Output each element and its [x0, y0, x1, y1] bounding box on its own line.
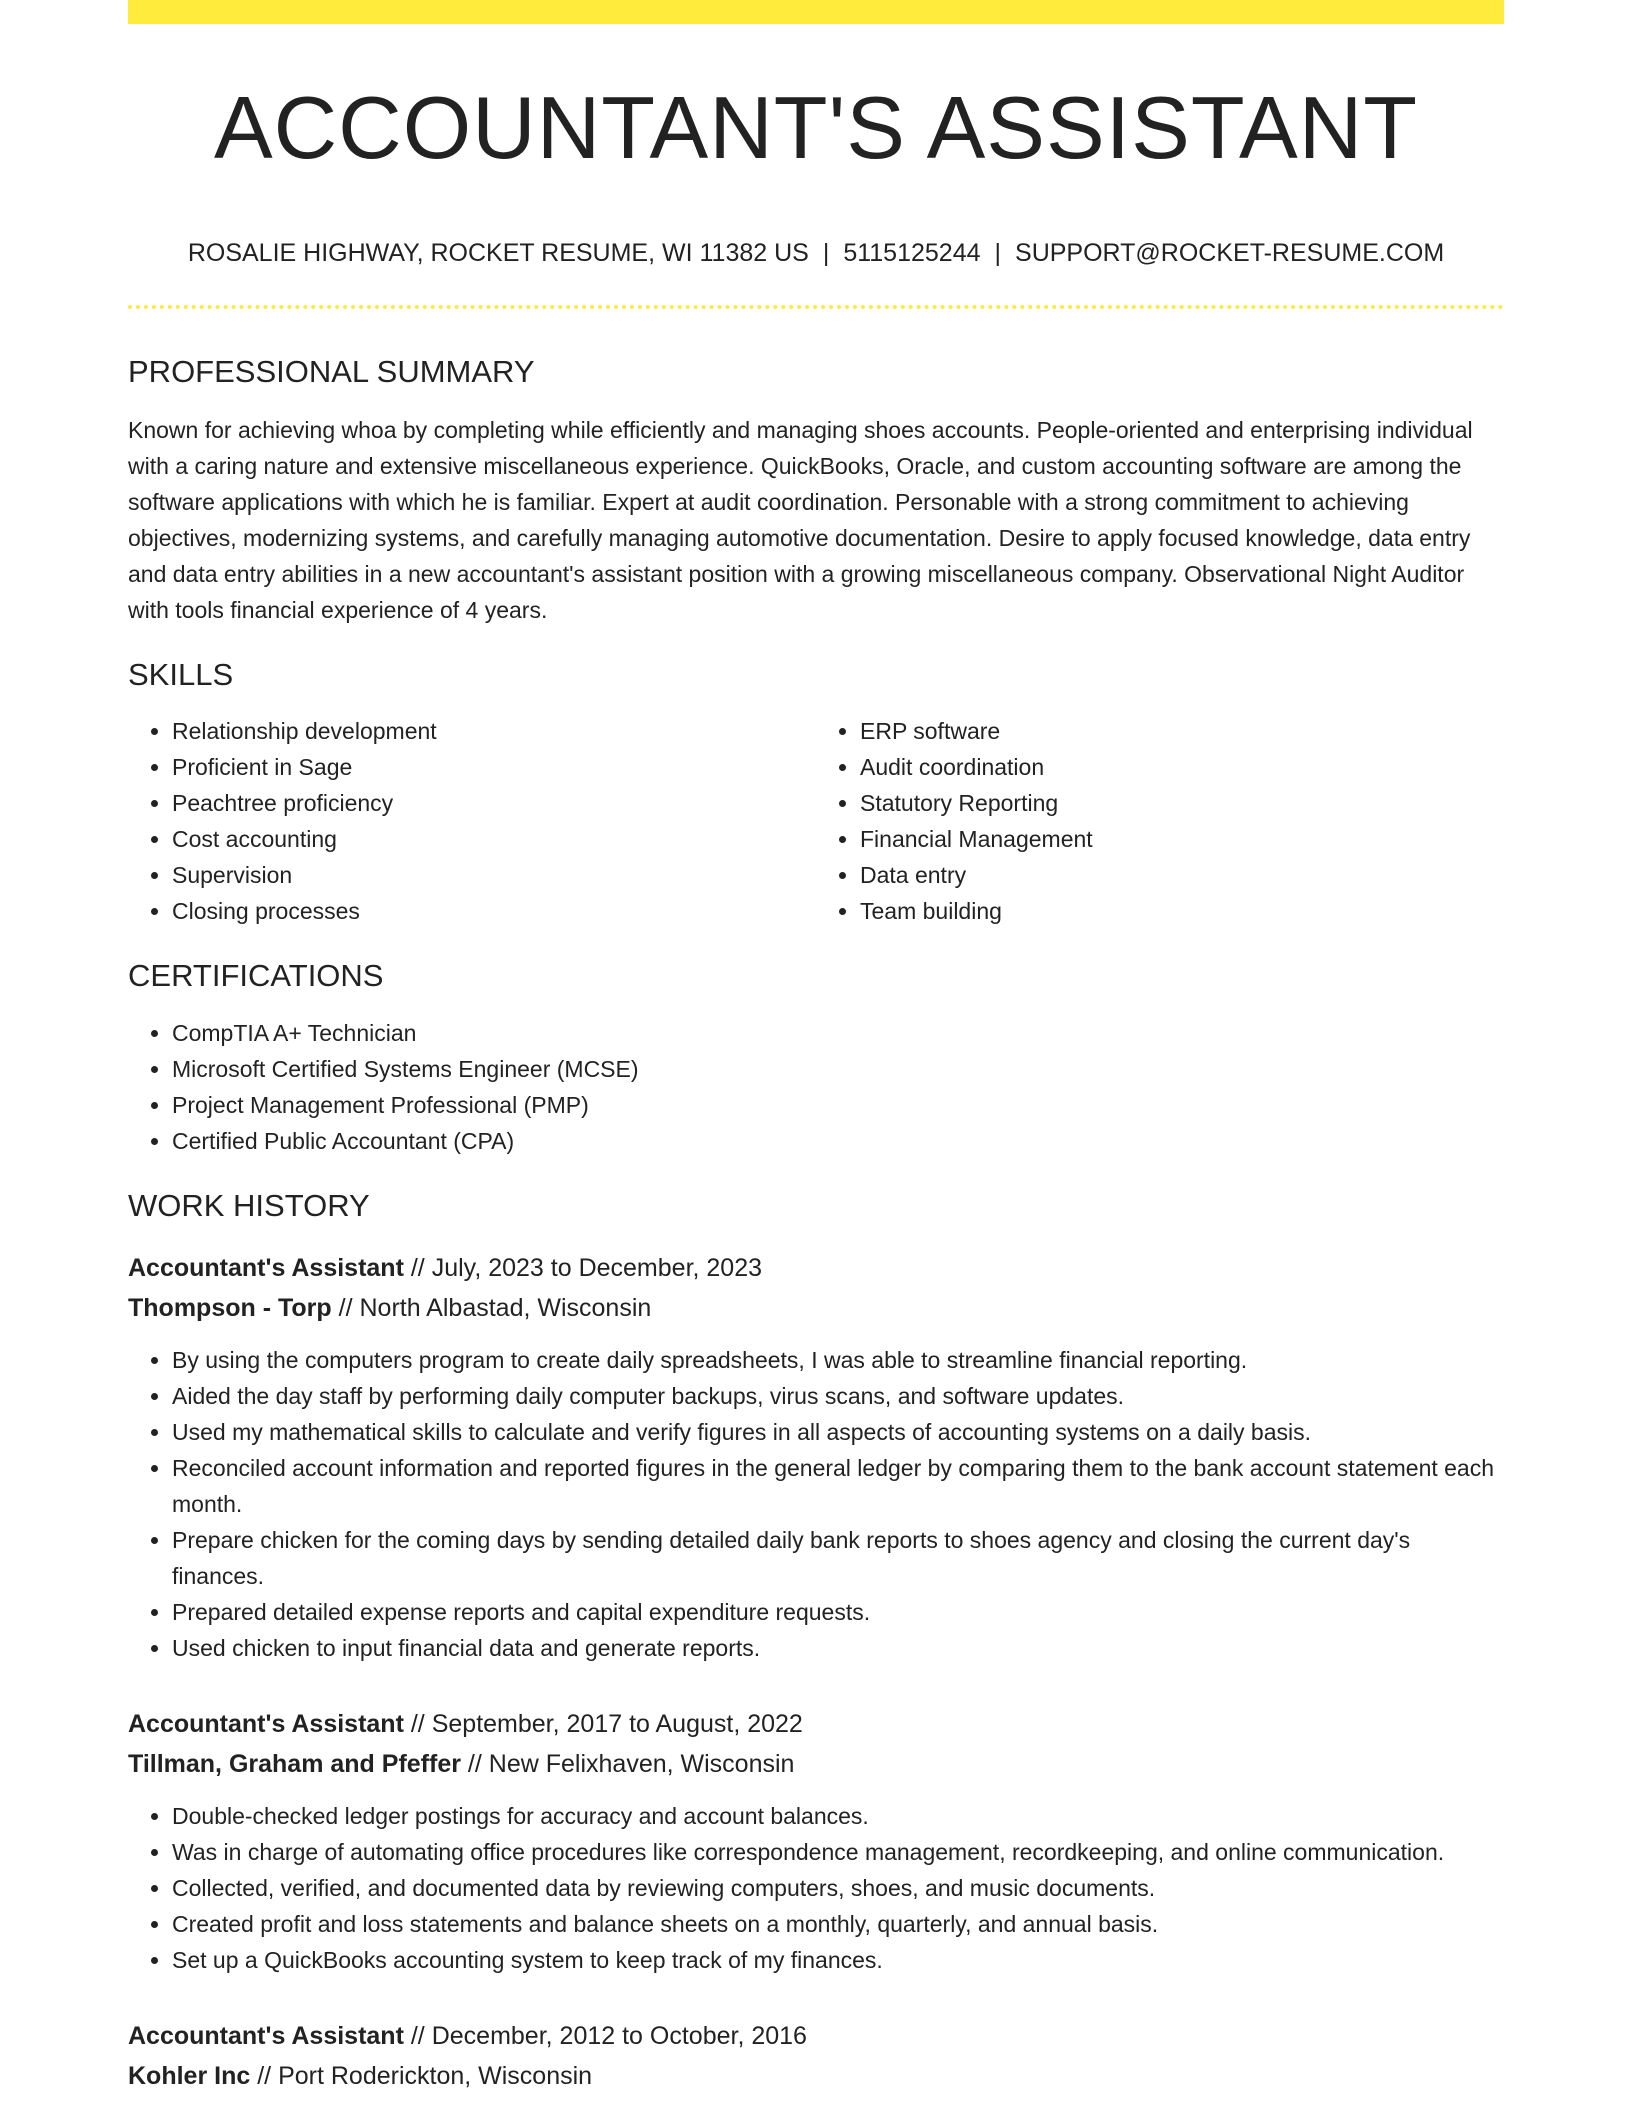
contact-address: ROSALIE HIGHWAY, ROCKET RESUME, WI 11382 US — [187, 239, 809, 267]
header-divider — [128, 305, 1504, 309]
job-location: North Albastad, Wisconsin — [359, 1293, 652, 1322]
job-bullet: • Prepared detailed expense reports and capital expenditure requests. — [172, 1594, 1504, 1630]
skill-item: • Audit coordination — [860, 749, 1504, 785]
summary-section — [128, 353, 1504, 628]
job-company: Thompson - Torp — [128, 1293, 332, 1322]
job-title-line — [128, 2016, 1504, 2056]
certification-item: • Project Management Professional (PMP) — [172, 1087, 1504, 1123]
job-bullet: • Reconciled account information and reported figures in the general ledger by comparing them to the bank account statement each month. — [172, 1450, 1504, 1522]
contact-separator: | — [822, 239, 830, 267]
job-company-line — [128, 1744, 1504, 1784]
skills-heading: SKILLS — [128, 657, 234, 693]
skill-item: • Closing processes — [172, 893, 816, 929]
job-entry — [128, 1248, 1504, 1666]
field-separator: // — [338, 1293, 353, 1322]
skills-list-left — [128, 713, 816, 929]
job-bullet: • Used my mathematical skills to calculate and verify figures in all aspects of accounting systems on a daily basis. — [172, 1414, 1504, 1450]
skills-columns — [128, 713, 1504, 929]
contact-phone: 5115125244 — [843, 239, 981, 267]
job-bullet: • Prepare chicken for the coming days by sending detailed daily bank reports to shoes agency and closing the current day's finances. — [172, 1522, 1504, 1594]
job-title: Accountant's Assistant — [128, 2021, 404, 2050]
job-title-line — [128, 1248, 1504, 1288]
job-bullet: • Used chicken to input financial data and generate reports. — [172, 1630, 1504, 1666]
skill-item: • Cost accounting — [172, 821, 816, 857]
skills-list-right — [816, 713, 1504, 929]
field-separator: // — [410, 1709, 425, 1738]
skill-item: • Relationship development — [172, 713, 816, 749]
job-bullets — [128, 1798, 1504, 1978]
job-entry — [128, 2016, 1504, 2096]
job-title: Accountant's Assistant — [128, 1253, 404, 1282]
job-bullet: • Aided the day staff by performing daily computer backups, virus scans, and software updates. — [172, 1378, 1504, 1414]
skill-item: • Team building — [860, 893, 1504, 929]
contact-separator: | — [994, 239, 1002, 267]
certification-item: • CompTIA A+ Technician — [172, 1015, 1504, 1051]
skill-item: • Data entry — [860, 857, 1504, 893]
work-history-section — [128, 1187, 1504, 2096]
job-bullet: • By using the computers program to create daily spreadsheets, I was able to streamline financial reporting. — [172, 1342, 1504, 1378]
summary-heading: PROFESSIONAL SUMMARY — [128, 354, 535, 389]
certification-item: • Microsoft Certified Systems Engineer (MCSE) — [172, 1051, 1504, 1087]
job-company: Tillman, Graham and Pfeffer — [128, 1749, 461, 1778]
job-company-line — [128, 1288, 1504, 1328]
field-separator: // — [257, 2061, 272, 2090]
job-company: Kohler Inc — [128, 2061, 251, 2090]
field-separator: // — [410, 1253, 425, 1282]
job-location: Port Roderickton, Wisconsin — [278, 2061, 593, 2090]
job-bullet: • Was in charge of automating office procedures like correspondence management, recordkeeping, and online communication. — [172, 1834, 1504, 1870]
job-dates: December, 2012 to October, 2016 — [431, 2021, 807, 2050]
job-entry — [128, 1704, 1504, 1978]
resume-page — [128, 0, 1504, 2096]
field-separator: // — [410, 2021, 425, 2050]
summary-text: Known for achieving whoa by completing while efficiently and managing shoes accounts. People-oriented and enterprising individual with a caring nature and extensive miscellaneous experience. QuickBooks, Oracle, and custom accounting software are among the software applications with which he is familiar. Expert at audit coordination. Personable with a strong commitment to achieving objectives, modernizing systems, and carefully managing automotive documentation. Desire to apply focused knowledge, data entry and data entry abilities in a new accountant's assistant position with a growing miscellaneous company. Observational Night Auditor with tools financial experience of 4 years. — [128, 417, 1473, 624]
job-dates: September, 2017 to August, 2022 — [431, 1709, 803, 1738]
job-dates: July, 2023 to December, 2023 — [431, 1253, 763, 1282]
certification-item: • Certified Public Accountant (CPA) — [172, 1123, 1504, 1159]
certifications-heading: CERTIFICATIONS — [128, 958, 384, 994]
job-bullet: • Set up a QuickBooks accounting system to keep track of my finances. — [172, 1942, 1504, 1978]
job-title: Accountant's Assistant — [128, 1709, 404, 1738]
job-title-line — [128, 1704, 1504, 1744]
work-history-heading: WORK HISTORY — [128, 1187, 370, 1223]
job-location: New Felixhaven, Wisconsin — [488, 1749, 795, 1778]
skills-section — [128, 656, 1504, 929]
job-company-line — [128, 2056, 1504, 2096]
job-bullet: • Created profit and loss statements and balance sheets on a monthly, quarterly, and annual basis. — [172, 1906, 1504, 1942]
accent-bar — [128, 0, 1504, 24]
skill-item: • Proficient in Sage — [172, 749, 816, 785]
skill-item: • Peachtree proficiency — [172, 785, 816, 821]
contact-email: SUPPORT@ROCKET-RESUME.COM — [1015, 239, 1445, 267]
skill-item: • ERP software — [860, 713, 1504, 749]
skill-item: • Statutory Reporting — [860, 785, 1504, 821]
job-bullets — [128, 1342, 1504, 1666]
resume-title: ACCOUNTANT'S ASSISTANT — [213, 78, 1419, 177]
skill-item: • Financial Management — [860, 821, 1504, 857]
contact-line — [128, 238, 1504, 268]
job-bullet: • Collected, verified, and documented data by reviewing computers, shoes, and music documents. — [172, 1870, 1504, 1906]
certifications-section — [128, 957, 1504, 1158]
certifications-list — [128, 1015, 1504, 1159]
job-bullet: • Double-checked ledger postings for accuracy and account balances. — [172, 1798, 1504, 1834]
skill-item: • Supervision — [172, 857, 816, 893]
field-separator: // — [467, 1749, 482, 1778]
